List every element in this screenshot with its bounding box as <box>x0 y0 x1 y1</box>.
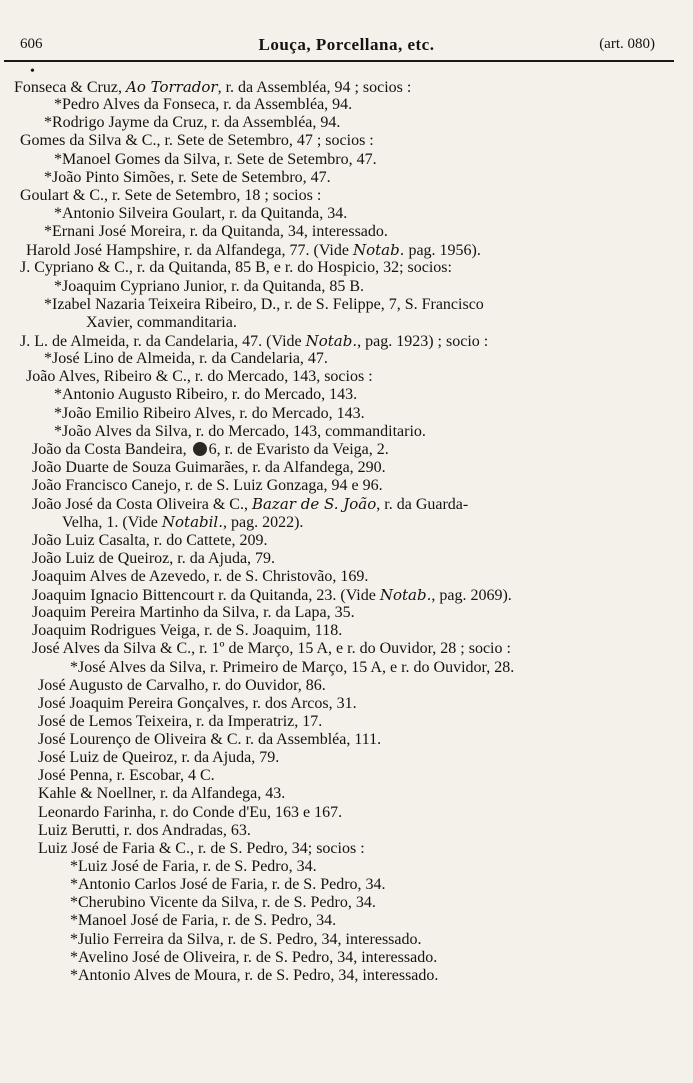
partner-line <box>0 151 693 169</box>
entry-text: *Antonio Silveira Goulart, r. da Quitanda, 34. <box>54 204 348 222</box>
entry-text: João da Costa Bandeira, <box>32 440 191 458</box>
page-number: 606 <box>20 36 43 52</box>
entry-text: Luiz Berutti, r. dos Andradas, 63. <box>38 821 251 839</box>
italic-text: Notabil. <box>161 513 223 532</box>
firm-entry <box>0 459 693 477</box>
firm-entry <box>0 604 693 622</box>
partner-line <box>0 296 693 314</box>
running-title: Louça, Porcellana, etc. <box>258 35 435 54</box>
firm-entry <box>0 332 693 350</box>
firm-entry <box>0 132 693 150</box>
firm-entry <box>0 695 693 713</box>
firm-entry <box>0 713 693 731</box>
partner-line <box>0 205 693 223</box>
header-rule <box>4 60 674 62</box>
firm-entry <box>0 749 693 767</box>
firm-entry <box>0 840 693 858</box>
firm-entry <box>0 767 693 785</box>
italic-text: Notab. <box>352 241 405 260</box>
firm-entry <box>0 368 693 386</box>
page-header <box>0 28 693 62</box>
firm-entry <box>0 731 693 749</box>
partner-line <box>0 350 693 368</box>
partner-line <box>0 278 693 296</box>
directory-listing <box>0 78 693 985</box>
entry-text: *Antonio Alves de Moura, r. de S. Pedro, 34, interessado. <box>70 966 439 984</box>
entry-text: *Rodrigo Jayme da Cruz, r. da Assembléa, 94. <box>44 114 341 132</box>
entry-text: João Luiz Casalta, r. do Cattete, 209. <box>32 531 268 549</box>
partner-line <box>0 423 693 441</box>
entry-text: Fonseca & Cruz, <box>14 79 126 96</box>
entry-text: Joaquim Alves de Azevedo, r. de S. Christovão, 169. <box>32 567 369 585</box>
firm-entry <box>0 568 693 586</box>
partner-line <box>0 169 693 187</box>
partner-line <box>0 114 693 132</box>
entry-text: Harold José Hampshire, r. da Alfandega, 77. (Vide <box>26 242 353 260</box>
entry-text: , r. da Assembléa, 94 ; socios : <box>217 79 412 96</box>
partner-line <box>0 876 693 894</box>
partner-line <box>0 223 693 241</box>
entry-text: João Luiz de Queiroz, r. da Ajuda, 79. <box>32 549 276 567</box>
entry-text: 6, r. de Evaristo da Veiga, 2. <box>208 440 389 458</box>
entry-text: João Alves, Ribeiro & C., r. do Mercado, 143, socios : <box>26 368 373 386</box>
entry-text: José Lourenço de Oliveira & C. r. da Assembléa, 111. <box>38 731 382 749</box>
entry-text: José Joaquim Pereira Gonçalves, r. dos Arcos, 31. <box>38 694 357 712</box>
entry-text: *Antonio Carlos José de Faria, r. de S. Pedro, 34. <box>70 876 386 894</box>
entry-text: Joaquim Pereira Martinho da Silva, r. da Lapa, 35. <box>32 604 355 622</box>
entry-text: , r. da Guarda- <box>376 496 469 514</box>
partner-line <box>0 858 693 876</box>
entry-text: João Duarte de Souza Guimarães, r. da Alfandega, 290. <box>32 458 386 476</box>
section-reference: (art. 080) <box>599 36 655 52</box>
firm-entry <box>0 495 693 513</box>
italic-text: Ao Torrador <box>125 78 218 96</box>
entry-text: Kahle & Noellner, r. da Alfandega, 43. <box>38 785 286 803</box>
entry-text: Joaquim Ignacio Bittencourt r. da Quitanda, 23. (Vide <box>32 586 380 604</box>
partner-line <box>0 949 693 967</box>
entry-text: *José Alves da Silva, r. Primeiro de Março, 15 A, e r. do Ouvidor, 28. <box>70 658 515 676</box>
entry-text: J. L. de Almeida, r. da Candelaria, 47. (Vide <box>20 332 306 350</box>
partner-line <box>0 96 693 114</box>
firm-entry <box>0 804 693 822</box>
italic-text: Bazar de S. João <box>251 495 377 514</box>
partner-line <box>0 894 693 912</box>
entry-text: José Luiz de Queiroz, r. da Ajuda, 79. <box>38 749 280 767</box>
partner-line <box>0 314 693 332</box>
partner-line <box>0 912 693 930</box>
entry-text: *Luiz José de Faria, r. de S. Pedro, 34. <box>70 858 317 876</box>
entry-text: *Manoel José de Faria, r. de S. Pedro, 34. <box>70 912 337 930</box>
royal-warrant-icon <box>193 442 207 456</box>
entry-text: J. Cypriano & C., r. da Quitanda, 85 B, e r. do Hospicio, 32; socios: <box>20 259 452 277</box>
entry-text: Gomes da Silva & C., r. Sete de Setembro, 47 ; socios : <box>20 132 374 150</box>
entry-text: Velha, 1. (Vide <box>62 514 162 532</box>
entry-text: João Francisco Canejo, r. de S. Luiz Gonzaga, 94 e 96. <box>32 477 383 495</box>
firm-entry <box>0 187 693 205</box>
italic-text: Notab. <box>305 331 358 350</box>
entry-text: , pag. 2069). <box>431 586 512 604</box>
firm-entry <box>0 677 693 695</box>
partner-line <box>0 931 693 949</box>
entry-text: , pag. 2022). <box>223 514 304 532</box>
entry-text: Goulart & C., r. Sete de Setembro, 18 ; socios : <box>20 186 322 204</box>
entry-text: *João Pinto Simões, r. Sete de Setembro, 47. <box>44 168 331 186</box>
margin-dot: • <box>30 64 35 79</box>
entry-text: *Pedro Alves da Fonseca, r. da Assembléa, 94. <box>54 96 353 114</box>
firm-entry <box>0 822 693 840</box>
entry-text: *João Alves da Silva, r. do Mercado, 143, commanditario. <box>54 422 426 440</box>
entry-text: José Augusto de Carvalho, r. do Ouvidor, 86. <box>38 676 326 694</box>
entry-text: José Alves da Silva & C., r. 1º de Março, 15 A, e r. do Ouvidor, 28 ; socio : <box>32 640 511 658</box>
entry-text: *Avelino José de Oliveira, r. de S. Pedro, 34, interessado. <box>70 948 438 966</box>
partner-line <box>0 405 693 423</box>
entry-text: *José Lino de Almeida, r. da Candelaria, 47. <box>44 350 328 368</box>
partner-line <box>0 386 693 404</box>
firm-entry <box>0 640 693 658</box>
entry-text: Leonardo Farinha, r. do Conde d'Eu, 163 e 167. <box>38 803 343 821</box>
entry-text: *Joaquim Cypriano Junior, r. da Quitanda, 85 B. <box>54 277 364 295</box>
entry-text: *Julio Ferreira da Silva, r. de S. Pedro, 34, interessado. <box>70 930 422 948</box>
firm-entry <box>0 241 693 259</box>
entry-text: , pag. 1923) ; socio : <box>357 332 489 350</box>
italic-text: Notab. <box>379 585 432 604</box>
firm-entry <box>0 622 693 640</box>
firm-entry <box>0 78 693 96</box>
firm-entry <box>0 550 693 568</box>
entry-text: *Ernani José Moreira, r. da Quitanda, 34, interessado. <box>44 223 388 241</box>
entry-text: João José da Costa Oliveira & C., <box>32 496 252 514</box>
firm-entry <box>0 477 693 495</box>
firm-entry <box>0 785 693 803</box>
entry-text: Xavier, commanditaria. <box>86 313 237 331</box>
entry-text: Luiz José de Faria & C., r. de S. Pedro, 34; socios : <box>38 839 365 857</box>
firm-entry <box>0 441 693 459</box>
partner-line <box>0 659 693 677</box>
firm-entry <box>0 259 693 277</box>
entry-text: pag. 1956). <box>404 242 481 260</box>
entry-text: *Antonio Augusto Ribeiro, r. do Mercado, 143. <box>54 386 358 404</box>
entry-text: *João Emilio Ribeiro Alves, r. do Mercado, 143. <box>54 404 365 422</box>
entry-text: *Izabel Nazaria Teixeira Ribeiro, D., r. de S. Felippe, 7, S. Francisco <box>44 295 484 313</box>
entry-text: José de Lemos Teixeira, r. da Imperatriz, 17. <box>38 712 323 730</box>
entry-text: Joaquim Rodrigues Veiga, r. de S. Joaquim, 118. <box>32 622 343 640</box>
entry-text: *Manoel Gomes da Silva, r. Sete de Setembro, 47. <box>54 150 377 168</box>
entry-text: *Cherubino Vicente da Silva, r. de S. Pedro, 34. <box>70 894 376 912</box>
firm-entry <box>0 586 693 604</box>
partner-line <box>0 967 693 985</box>
entry-text: José Penna, r. Escobar, 4 C. <box>38 767 215 785</box>
firm-entry <box>0 532 693 550</box>
partner-line <box>0 513 693 531</box>
